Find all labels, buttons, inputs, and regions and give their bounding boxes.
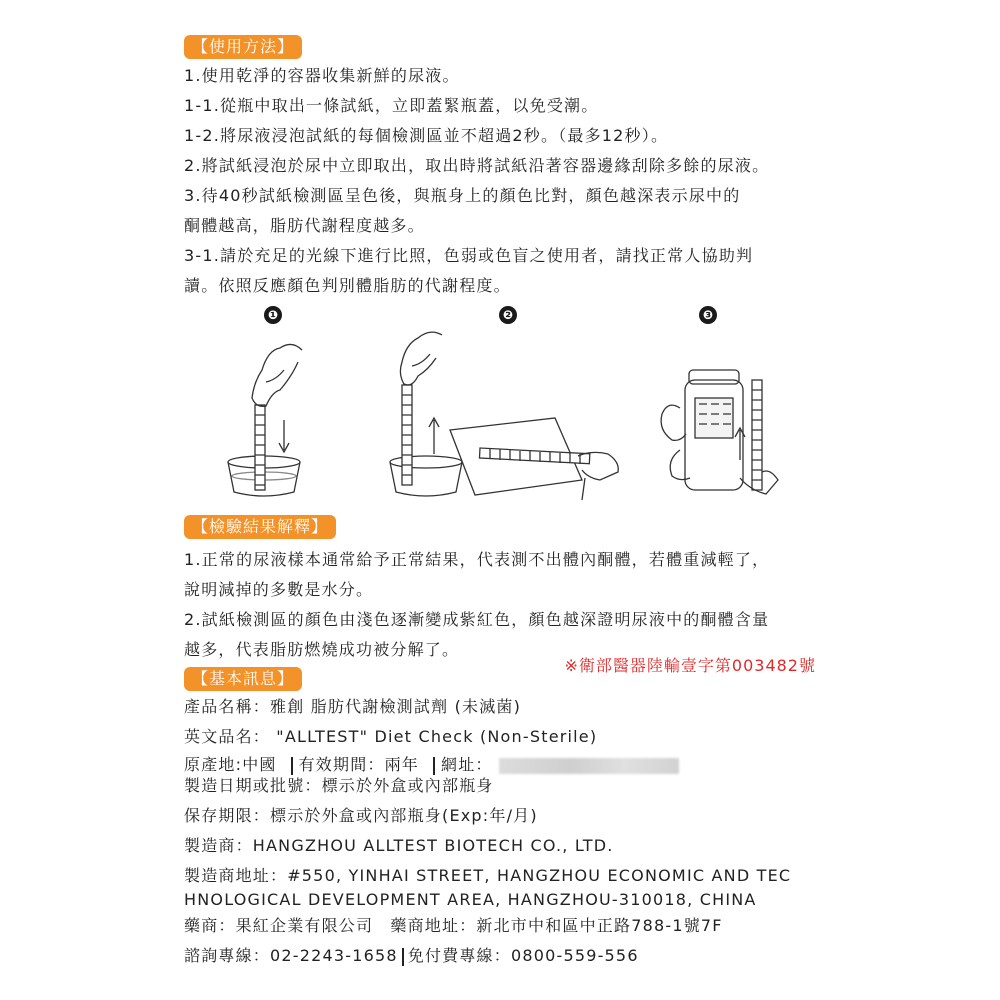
basic-section-tag: 【基本訊息】 xyxy=(184,667,302,691)
compare-bottle-illustration xyxy=(661,370,778,494)
manufacturer-address-1: 製造商地址：#550, YINHAI STREET, HANGZHOU ECONOMIC AND TEC xyxy=(184,866,792,885)
website-label: 網址： xyxy=(441,755,493,774)
step-number-1: ❶ xyxy=(264,306,282,324)
results-line-1: 1.正常的尿液樣本通常給予正常結果，代表測不出體內酮體，若體重減輕了， xyxy=(184,550,770,569)
step-number-3: ❸ xyxy=(699,306,717,324)
step-number-2: ❷ xyxy=(499,306,517,324)
mfg-date: 製造日期或批號：標示於外盒或內部瓶身 xyxy=(184,776,494,795)
usage-section-tag: 【使用方法】 xyxy=(184,35,302,59)
usage-line-4: 2.將試紙浸泡於尿中立即取出，取出時將試紙沿著容器邊緣刮除多餘的尿液。 xyxy=(184,156,770,175)
results-line-4: 越多，代表脂肪燃燒成功被分解了。 xyxy=(184,640,460,659)
usage-line-6: 酮體越高，脂肪代謝程度越多。 xyxy=(184,216,425,235)
hotline: 諮詢專線：02-2243-1658 xyxy=(184,946,398,965)
free-hotline: 免付費專線：0800-559-556 xyxy=(407,946,639,965)
validity: 有效期間：兩年 xyxy=(298,755,419,774)
separator xyxy=(402,948,404,966)
separator xyxy=(433,757,435,775)
pharmacy: 藥商：果紅企業有限公司 藥商地址：新北市中和區中正路788-1號7F xyxy=(184,916,723,935)
usage-illustration xyxy=(180,330,820,510)
lift-strip-illustration xyxy=(390,332,462,496)
results-section-tag: 【檢驗結果解釋】 xyxy=(184,515,336,539)
manufacturer-address-2: HNOLOGICAL DEVELOPMENT AREA, HANGZHOU-310018, CHINA xyxy=(184,890,757,909)
usage-line-3: 1-2.將尿液浸泡試紙的每個檢測區並不超過2秒。（最多12秒）。 xyxy=(184,126,669,145)
origin-validity-row xyxy=(184,755,679,775)
results-line-2: 說明減掉的多數是水分。 xyxy=(184,580,374,599)
website-redacted xyxy=(499,758,679,774)
blot-strip-illustration xyxy=(450,418,618,500)
separator xyxy=(291,757,293,775)
usage-line-7: 3-1.請於充足的光線下進行比照，色弱或色盲之使用者，請找正常人協助判 xyxy=(184,246,754,265)
results-line-3: 2.試紙檢測區的顏色由淺色逐漸變成紫紅色，顏色越深證明尿液中的酮體含量 xyxy=(184,610,770,629)
english-name: 英文品名： "ALLTEST" Diet Check (Non-Sterile) xyxy=(184,727,598,746)
usage-line-2: 1-1.從瓶中取出一條試紙，立即蓋緊瓶蓋，以免受潮。 xyxy=(184,96,599,115)
manufacturer: 製造商：HANGZHOU ALLTEST BIOTECH CO., LTD. xyxy=(184,836,614,855)
shelf-life: 保存期限：標示於外盒或內部瓶身(Exp:年/月) xyxy=(184,806,538,825)
product-name: 產品名稱：雅創 脂肪代謝檢測試劑 (未滅菌) xyxy=(184,697,522,716)
hotline-row xyxy=(184,946,639,966)
dip-strip-illustration xyxy=(228,344,302,496)
usage-line-1: 1.使用乾淨的容器收集新鮮的尿液。 xyxy=(184,66,460,85)
origin: 原產地:中國 xyxy=(184,755,277,774)
usage-line-5: 3.待40秒試紙檢測區呈色後，與瓶身上的顏色比對，顏色越深表示尿中的 xyxy=(184,186,741,205)
license-note: ※衛部醫器陸輸壹字第003482號 xyxy=(564,656,816,675)
usage-line-8: 讀。依照反應顏色判別體脂肪的代謝程度。 xyxy=(184,276,511,295)
